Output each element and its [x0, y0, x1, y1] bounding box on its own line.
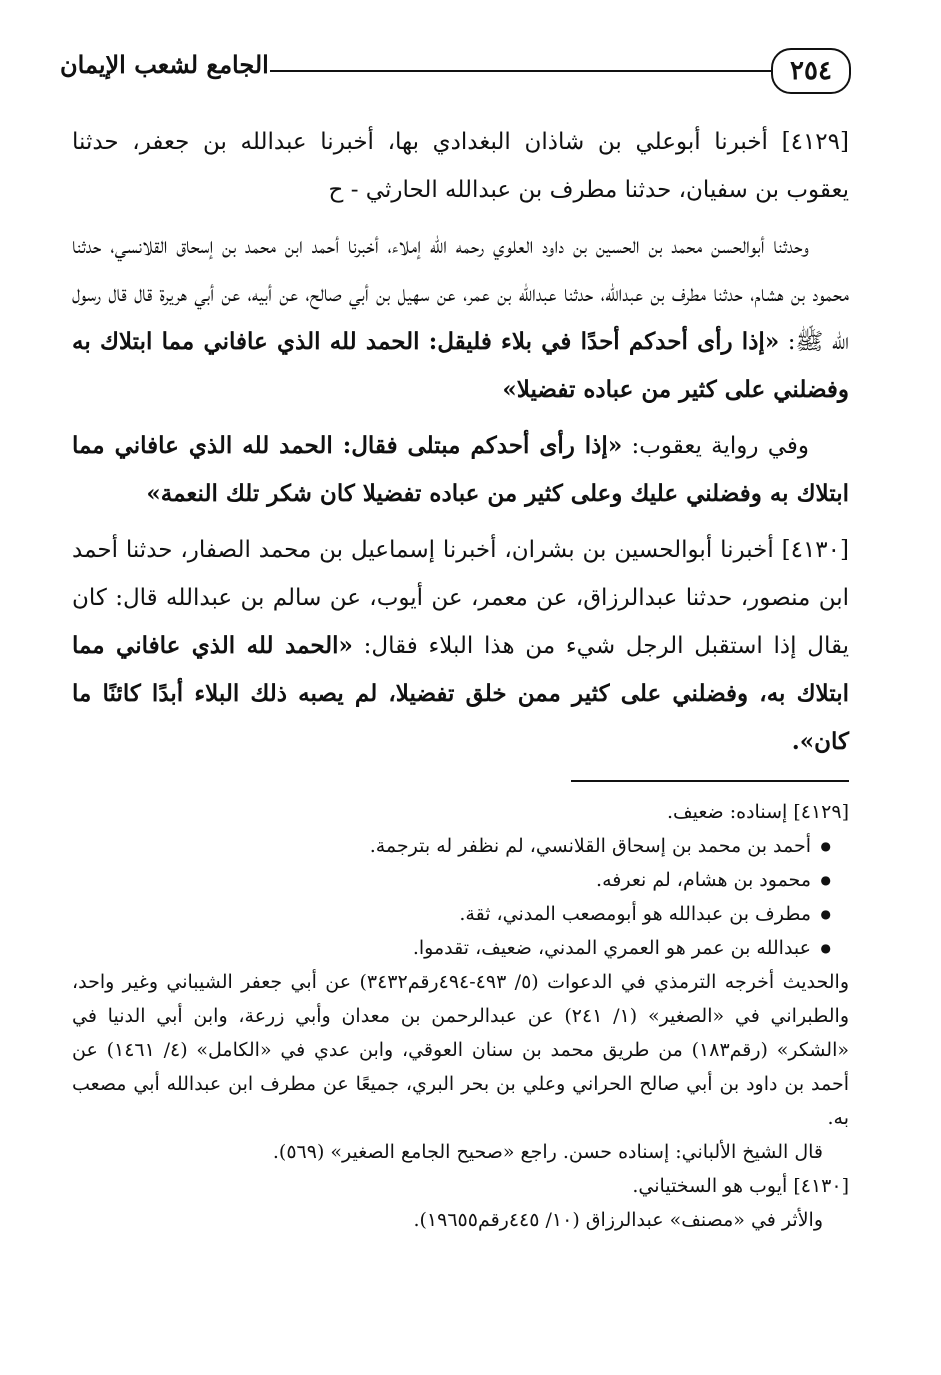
page-header — [60, 40, 851, 102]
running-title: الجامع لشعب الإيمان — [60, 50, 269, 79]
list-item: ● أحمد بن محمد بن إسحاق القلانسي، لم نظفر له بترجمة. — [72, 829, 811, 863]
hadith-4129-variant — [72, 422, 849, 518]
footnotes — [72, 795, 849, 1237]
footnote-albani: قال الشيخ الألباني: إسناده حسن. راجع «صحيح الجامع الصغير» (٥٦٩). — [272, 1141, 823, 1163]
hadith-4130 — [72, 526, 849, 766]
isnad-text: وحدثنا أبوالحسن محمد بن الحسين بن داود العلوي رحمه الله إملاء، أخبرنا أحمد ابن محمد بن إسحاق القلانسي، حدثنا محمود بن هشام، حدثنا مطرف بن عبدالله، حدثنا عبدالله بن عمر، عن سهيل بن أبي صالح، عن أبيه، عن أبي هريرة قال قال رسول الله ﷺ: — [72, 233, 849, 355]
list-item: ● مطرف بن عبدالله هو أبومصعب المدني، ثقة. — [72, 897, 811, 931]
hadith-matn: «إذا رأى أحدكم أحدًا في بلاء فليقل: الحمد لله الذي عافاني مما ابتلاك به وفضلني على كثير من عباده تفضيلا» — [72, 328, 849, 403]
main-text — [72, 118, 849, 774]
header-rule — [270, 70, 771, 72]
narrator-list — [72, 829, 849, 965]
variant-matn: «إذا رأى أحدكم مبتلى فقال: الحمد لله الذي عافاني مما ابتلاك به وفضلني عليك وعلى كثير من عباده تفضيلا كان شكر تلك النعمة» — [72, 432, 849, 507]
footnote-athar: والأثر في «مصنف» عبدالرزاق (١٠/ ٤٤٥رقم١٩٦٥٥). — [413, 1209, 823, 1231]
footnote-takhrij: والحديث أخرجه الترمذي في الدعوات (٥/ ٤٩٣-٤٩٤رقم٣٤٣٢) عن أبي جعفر الشيباني وغير واحد، والطبراني في «الصغير» (١/ ٢٤١) عن عبدالرحمن بن معدان وأبي زرعة، وابن أبي الدنيا في «الشكر» (رقم١٨٣) من طريق محمد بن سنان العوقي، وابن عدي في «الكامل» (٤/ ١٤٦١) عن أحمد بن داود بن أبي صالح الحراني وعلي بن بحر البري، جميعًا عن مطرف ابن عبدالله أبي مصعب به. — [72, 971, 849, 1129]
hadith-4129-chain-2 — [72, 222, 849, 414]
hadith-4129-chain-1 — [72, 118, 849, 214]
list-item: ● محمود بن هشام، لم نعرفه. — [72, 863, 811, 897]
footnote-grade: إسناده: ضعيف. — [666, 801, 788, 823]
footnote-text: أيوب هو السختياني. — [632, 1175, 788, 1197]
list-item: ● عبدالله بن عمر هو العمري المدني، ضعيف، تقدموا. — [72, 931, 811, 965]
footnote-4130-heading — [72, 1169, 849, 1203]
page-number: ٢٥٤ — [771, 48, 851, 94]
footnote-number: [٤١٣٠] — [793, 1175, 849, 1197]
variant-intro: وفي رواية يعقوب: — [631, 433, 810, 459]
isnad-text: أخبرنا أبوعلي بن شاذان البغدادي بها، أخبرنا عبدالله بن جعفر، حدثنا يعقوب بن سفيان، حدثنا مطرف بن عبدالله الحارثي - ح — [72, 129, 849, 203]
footnote-separator — [571, 780, 849, 782]
isnad-text: أخبرنا أبوالحسين بن بشران، أخبرنا إسماعيل بن محمد الصفار، حدثنا أحمد ابن منصور، حدثنا عبدالرزاق، عن معمر، عن أيوب، عن سالم بن عبدالله قال: كان يقال إذا استقبل الرجل شيء من هذا البلاء فقال: — [72, 537, 849, 659]
hadith-number: [٤١٣٠] — [781, 537, 849, 563]
footnote-4129-heading — [72, 795, 849, 829]
athar-matn: «الحمد لله الذي عافاني مما ابتلاك به، وفضلني على كثير ممن خلق تفضيلا، لم يصبه ذلك البلاء أبدًا كائنًا ما كان». — [72, 632, 849, 755]
footnote-number: [٤١٢٩] — [793, 801, 849, 823]
hadith-number: [٤١٢٩] — [781, 129, 849, 155]
